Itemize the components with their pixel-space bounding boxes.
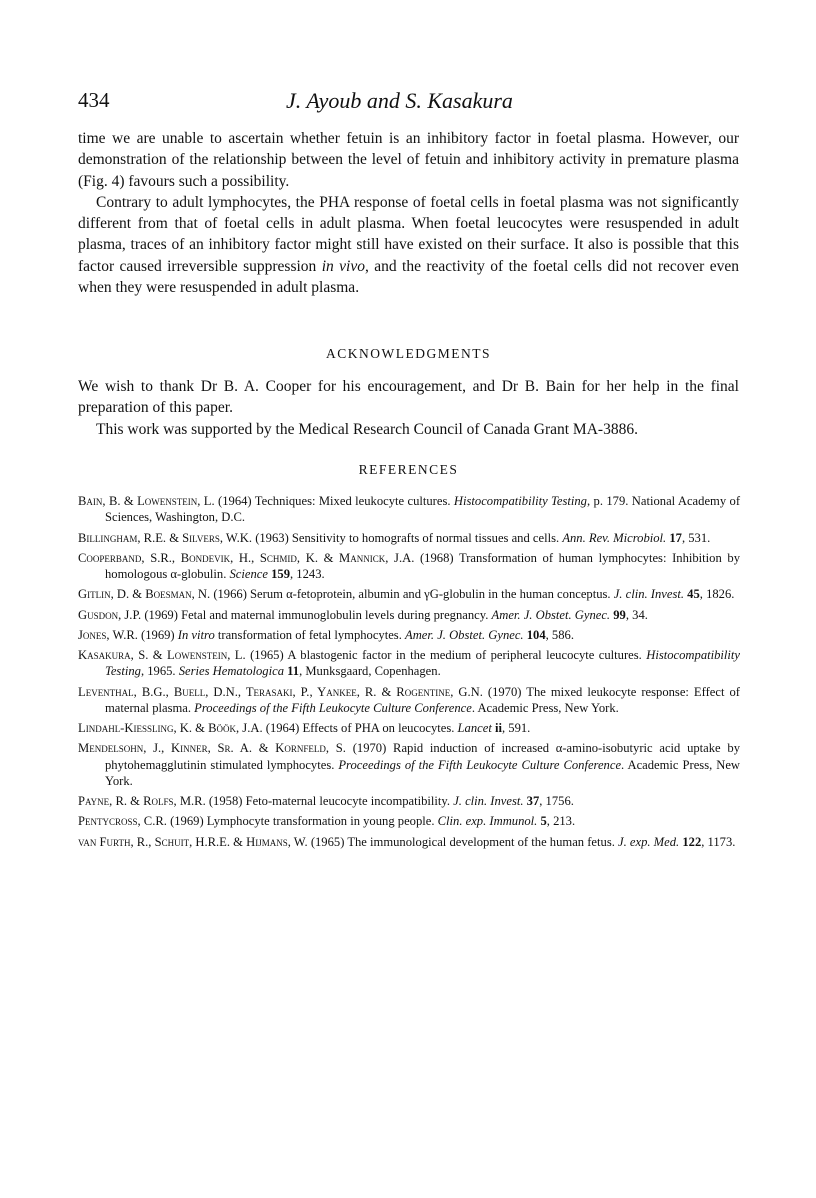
- reference-pages: , 1756.: [539, 794, 574, 809]
- reference-journal: Amer. J. Obstet. Gynec.: [491, 607, 611, 622]
- reference-volume: 17: [669, 530, 682, 545]
- reference-volume: 5: [540, 814, 547, 829]
- reference-pages: , 213.: [546, 814, 576, 829]
- reference-pages: , 1173.: [701, 834, 736, 849]
- reference-pages: , 586.: [545, 627, 574, 642]
- reference-pages: , 1243.: [290, 567, 325, 581]
- body-italic-run: in vivo: [321, 257, 365, 275]
- reference-authors: van Furth, R., Schuit, H.R.E. & Hijmans, W.: [78, 834, 308, 849]
- reference-authors: Cooperband, S.R., Bondevik, H., Schmid, K. & Mannick, J.A.: [78, 550, 415, 565]
- reference-text: (1958) Feto-maternal leucocyte incompatibility.: [205, 794, 454, 809]
- reference-journal: Proceedings of the Fifth Leukocyte Culture Conference: [194, 700, 472, 715]
- reference-journal: Lancet: [457, 721, 492, 736]
- reference-entry: [78, 793, 740, 809]
- page-header: [78, 88, 740, 122]
- reference-entry: [78, 627, 740, 643]
- reference-entry: [78, 813, 740, 829]
- body-text-run: , and the reactivity of the foetal cells did not recover even when they were resuspended in adult plasma.: [78, 257, 739, 297]
- reference-pages: , 591.: [501, 721, 531, 736]
- reference-journal: Proceedings of the Fifth Leukocyte Culture Conference: [338, 757, 622, 772]
- reference-volume: 11: [287, 664, 300, 679]
- reference-text: (1969) Fetal and maternal immunoglobulin levels during pregnancy.: [141, 607, 492, 622]
- reference-volume: 159: [271, 567, 290, 581]
- reference-entry: [78, 530, 740, 546]
- reference-pages: , 1826.: [699, 587, 735, 602]
- reference-text: , 1965.: [140, 664, 179, 679]
- reference-volume: 37: [526, 794, 540, 809]
- reference-journal: J. clin. Invest.: [453, 794, 524, 809]
- reference-authors: Billingham, R.E. & Silvers, W.K.: [78, 530, 253, 545]
- acknowledgments-paragraph: This work was supported by the Medical Research Council of Canada Grant MA-3886.: [96, 420, 638, 438]
- reference-text: (1965) The immunological development of the human fetus.: [307, 834, 619, 849]
- reference-text: (1969): [137, 627, 178, 642]
- acknowledgments-section: [78, 376, 739, 440]
- reference-pages: , 34.: [625, 607, 648, 622]
- reference-entry: [78, 607, 740, 623]
- reference-italic: In vitro: [177, 627, 215, 642]
- reference-text: (1964) Techniques: Mixed leukocyte cultures.: [214, 494, 454, 508]
- reference-text: (1970) The mixed leukocyte response: Effect of maternal plasma.: [105, 684, 740, 715]
- running-title: J. Ayoub and S. Kasakura: [286, 88, 513, 113]
- reference-entry: [78, 550, 740, 582]
- reference-text: (1963) Sensitivity to homografts of normal tissues and cells.: [252, 530, 563, 545]
- acknowledgments-heading-wrap: [78, 346, 739, 362]
- reference-pages: , p. 179. National Academy of Sciences, Washington, D.C.: [105, 494, 741, 525]
- reference-authors: Lindahl-Kiessling, K. & Böök, J.A.: [78, 721, 263, 736]
- reference-authors: Pentycross, C.R.: [78, 814, 167, 829]
- reference-text: (1965) A blastogenic factor in the medium of peripheral leucocyte cultures.: [245, 648, 647, 663]
- reference-entry: [78, 740, 740, 789]
- page-number: 434: [78, 88, 110, 112]
- reference-journal: Ann. Rev. Microbiol.: [562, 530, 667, 545]
- reference-volume: 104: [526, 627, 546, 642]
- reference-authors: Payne, R. & Rolfs, M.R.: [78, 794, 206, 809]
- reference-journal: Clin. exp. Immunol.: [437, 814, 538, 829]
- reference-journal: Histocompatibility Testing: [453, 494, 587, 508]
- reference-volume: 45: [687, 587, 700, 602]
- reference-text: (1966) Serum α-fetoprotein, albumin and γG-globulin in the human conceptus.: [210, 587, 614, 602]
- body-text-run: Contrary to adult lymphocytes, the PHA response of foetal cells in foetal plasma was not significantly different from that of foetal cells in adult plasma. When foetal leucocytes were resuspended in adult plasma, traces of an inhibitory factor might still have existed on their surface. It also is possible that this factor caused irreversible suppression: [78, 193, 739, 275]
- reference-entry: [78, 684, 740, 716]
- reference-text: (1968) Transformation of human lymphocytes: Inhibition by homologous α-globulin.: [105, 550, 741, 581]
- reference-journal: Amer. J. Obstet. Gynec.: [405, 627, 524, 642]
- reference-authors: Jones, W.R.: [78, 627, 138, 642]
- reference-authors: Gusdon, J.P.: [78, 607, 142, 622]
- reference-authors: Leventhal, B.G., Buell, D.N., Terasaki, P., Yankee, R. & Rogentine, G.N.: [78, 684, 483, 699]
- reference-authors: Gitlin, D. & Boesman, N.: [78, 587, 211, 602]
- reference-journal: Series Hematologica: [178, 664, 284, 679]
- references-heading-wrap: [78, 462, 739, 478]
- reference-pages: . Academic Press, New York.: [471, 700, 619, 715]
- reference-text: transformation of fetal lymphocytes.: [214, 627, 406, 642]
- reference-journal: J. clin. Invest.: [613, 587, 685, 602]
- references-list: [78, 493, 740, 854]
- reference-text: (1969) Lymphocyte transformation in young people.: [166, 814, 438, 829]
- reference-entry: [78, 493, 740, 525]
- reference-entry: [78, 834, 740, 850]
- reference-journal: Histocompatibility Testing: [105, 648, 740, 679]
- reference-text: (1970) Rapid induction of increased α-amino-isobutyric acid uptake by phytohemagglutinin stimulated lymphocytes.: [105, 741, 740, 772]
- reference-journal: J. exp. Med.: [618, 834, 680, 849]
- body-paragraph: time we are unable to ascertain whether fetuin is an inhibitory factor in foetal plasma. However, our demonstration of the relationship between the level of fetuin and inhibitory activity in premature plasma (Fig. 4) favours such a possibility.: [78, 130, 739, 190]
- reference-text: (1964) Effects of PHA on leucocytes.: [262, 721, 458, 736]
- reference-pages: , 531.: [681, 530, 711, 545]
- reference-authors: Bain, B. & Lowenstein, L.: [78, 494, 215, 508]
- references-heading: REFERENCES: [358, 462, 459, 477]
- reference-volume: 99: [613, 607, 626, 622]
- reference-authors: Kasakura, S. & Lowenstein, L.: [78, 648, 246, 663]
- reference-entry: [78, 720, 740, 736]
- reference-entry: [78, 586, 740, 602]
- reference-pages: . Academic Press, New York.: [105, 757, 741, 788]
- reference-journal: Science: [229, 567, 268, 581]
- body-paragraph: [78, 192, 739, 298]
- reference-pages: , Munksgaard, Copenhagen.: [299, 664, 441, 679]
- body-text: [78, 128, 739, 298]
- reference-entry: [78, 647, 740, 679]
- acknowledgments-paragraph: We wish to thank Dr B. A. Cooper for his encouragement, and Dr B. Bain for her help in the final preparation of this paper.: [78, 378, 739, 417]
- reference-volume: ii: [494, 721, 502, 736]
- reference-authors: Mendelsohn, J., Kinner, Sr. A. & Kornfeld, S.: [78, 741, 346, 756]
- reference-volume: 122: [682, 834, 702, 849]
- acknowledgments-heading: ACKNOWLEDGMENTS: [326, 346, 491, 361]
